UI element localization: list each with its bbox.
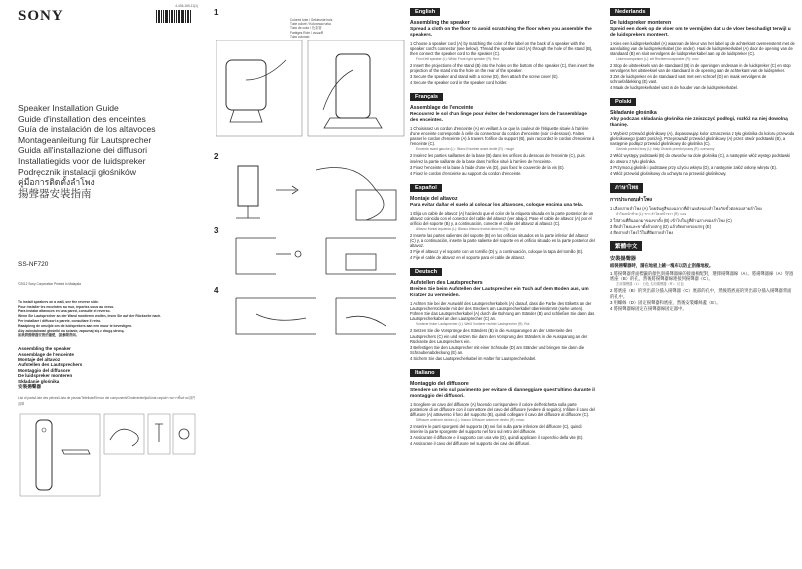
figure-number-2: 2 [214, 152, 219, 161]
lang-label-german: Deutsch [410, 268, 442, 276]
model-number: SS-NF720 [18, 260, 49, 268]
wall-install-notes: To install speakers on a wall, see the reverse side. Pour installer les enceintes au mur, reportez-vous au verso. Para instalar altavoces en una pared, consulte el reverso. Wenn Sie Lautsprecher an der Wand montieren wollen, lesen Sie auf der Rückseite nach. Per installare i diffusori a parete, consultare il retro. Raadpleeg de omzijde om de luidsprekers aan een muur te bevestigen. Aby zainstalować głośniki na ścianie, zapoznaj się z drugą stroną. 如欲將揚聲器安裝於牆壁，請參閱背面。 [18, 299, 162, 338]
section-dutch: Nederlands De luidspreker monteren Spreid een doek op de vloer om te vermijden dat u de vloer beschadigt terwijl u de luidsprekers monteert. 1 Kies een luidsprekerkabel (A) waarvan de kleur van het label op de achterkant overeenstemt met de aansluiting van de luidsprekerkabel (zie onder). Haal de luidsprekerkabel (A) door de opening van de standaard (B) en sluit vervolgens de luidsprekerkabel aan op de luidspreker (C). Linkervoorspeaker (L): wit Rechtervoorspeaker (R): rood 2 Stop de uitsteeksels van de standaard (B) in de openingen onderaan in de luidspreker (C) en stop vervolgens het uitsteeksel van de standaard in de opening aan de achterkant van de luidspreker. 3 Zet de luidspreker en de standaard vast met een schroef (D) en maak vervolgens de schroefafdekking (E) vast. 4 Maak de luidsprekerkabel vast in de houder van de luidsprekerkabel. [610, 9, 795, 91]
lang-label-italian: Italiano [410, 369, 440, 377]
parts-list-label: List of parts/Liste des pièces/Lista de piezas/Teileliste/Elenco dei componenti/Onderdelenlijst/Lista części/รายการชิ้นส่วน/部件清單 [18, 396, 196, 407]
title-italian: Guida all'installazione dei diffusori [18, 145, 148, 156]
figure-1-illustration [216, 40, 405, 140]
screw-cover-part-icon [179, 429, 189, 439]
lang-label-chinese: 繁體中文 [610, 241, 642, 251]
title-chinese: 揚聲器安裝指南 [18, 187, 92, 200]
lang-label-thai: ภาษาไทย [610, 183, 643, 193]
figure-3-illustration [216, 234, 405, 284]
title-polish: Podręcznik instalacji głośników [18, 166, 136, 177]
cover-column [18, 0, 198, 569]
cord-part-icon [110, 430, 138, 447]
guide-titles [18, 103, 198, 201]
parts-illustration [18, 410, 198, 500]
cord-color-labels: Colored tube / Gekleurde buis Tube coloré / Kolorowa rurka Tubo de color / 色彩管 Farbiges Rohr / หลอดสี Tubo colorato [290, 18, 333, 39]
figure-4-illustration [216, 294, 405, 344]
section-german: Deutsch Aufstellen des Lautsprechers Breiten Sie beim Aufstellen der Lautsprecher ein Tuch auf dem Boden aus, um Kratzer zu vermeiden. 1 Achten Sie bei der Auswahl des Lautsprecherkabels (A) darauf, dass die Farbe des Etiketts an der Lautsprecherrückseite mit der des Steckers am Lautsprecherkabel übereinstimmt (siehe unten). Führen Sie das Lautsprecherkabel (A) durch die Bohrung am Ständer (B) und schließen Sie dann das Lautsprecherkabel an den Lautsprecher (C) an. Vorderer linker Lautsprecher (L): Weiß Vorderer rechter Lautsprecher (R): Rot 2 Setzen Sie die Vorsprünge des Ständers (B) in die Aussparungen an der Unterseite des Lautsprechers (C) ein und setzen Sie dann den Vorsprung des Ständers in die Aussparung an der Rückseite des Lautsprechers ein. 3 Befestigen Sie den Lautsprecher mit einer Schraube (D) am Ständer und bringen Sie dann die Schraubenabdeckung (E) an. 4 Sichern Sie das Lautsprecherkabel im Halter für Lautsprecherkabel. [410, 269, 595, 361]
lang-label-dutch: Nederlands [610, 8, 650, 16]
section-french: Français Assemblage de l'enceinte Recouvrez le sol d'un linge pour éviter de l'endommager lors de l'assemblage des enceintes. 1 Choisissez un cordon d'enceinte (A) en veillant à ce que la couleur de l'étiquette située à l'arrière d'une enceinte corresponde à celle du connecteur du cordon d'enceinte (voir ci-dessous). Faites passer le cordon d'enceinte (A) à travers l'orifice du support (B), puis raccordez le cordon d'enceinte à l'enceinte (C). Enceinte avant gauche (L) : Blanc Enceinte avant droite (R) : rouge 2 Insérez les parties saillantes de la base (B) dans les orifices du dessous de l'enceinte (C), puis insérez la partie saillante de la base dans l'orifice situé à l'arrière de l'enceinte. 3 Fixez l'enceinte et la base à l'aide d'une vis (D), puis fixez le couvercle de la vis (E). 4 Fixez le cordon d'enceinte au support du cordon d'enceinte. [410, 94, 595, 176]
title-french: Guide d'installation des enceintes [18, 113, 146, 124]
section-chinese: 繁體中文 安裝揚聲器 組裝揚聲器時，請在地板上鋪一塊布以防止刮傷地板。 1 將揚聲器背面標籤的顏色與揚聲器線的接頭相配對，選擇揚聲器線（A）。將揚聲器線（A）穿過底座（B）的孔，然後將揚聲器線連接到揚聲器（C）。 左前揚聲器（L）：白色 右前揚聲器（R）：紅色 2 將底座（B）的突出部分插入揚聲器（C）底部的孔中，然後將底座的突出部分插入揚聲器背面的孔中。 3 用螺絲（D）固定揚聲器和底座，然後安裝螺絲蓋（E）。 4 將揚聲器線固定在揚聲器線固定器中。 [610, 235, 795, 311]
title-english: Speaker Installation Guide [18, 103, 119, 113]
figure-number-4: 4 [214, 286, 219, 295]
screw-part-icon [155, 424, 163, 442]
figure-number-1: 1 [214, 8, 219, 17]
instructions-column-2 [610, 0, 795, 569]
lang-label-spanish: Español [410, 184, 442, 192]
sony-logo: SONY [18, 8, 64, 24]
section-thai: ภาษาไทย การประกอบลำโพง 1 เลือกสายลำโพง (A) โดยจับคู่สีของฉลากที่ด้านหลังของลำโพงกับขั้วต่อของสายลำโพง ลำโพงหน้าซ้าย (L): ขาว ลำโพงหน้าขวา (R): แดง 2 ใส่ส่วนที่ยื่นออกมาของขาตั้ง (B) เข้าไปในรูที่ด้านล่างของลำโพง (C) 3 ยึดลำโพงและขาตั้งด้วยสกรู (D) แล้วติดฝาครอบสกรู (E) 4 ยึดสายลำโพงไว้ในที่ยึดสายลำโพง [610, 184, 762, 236]
figures-column [210, 0, 405, 569]
assembling-headings: Assembling the speaker Assemblage de l'enceinte Montaje del altavoz Aufstellen des Lautsprechers Montaggio del diffusore De luidspreker monteren Składanie głośnika 安裝揚聲器 [18, 346, 83, 389]
speaker-part-icon [36, 420, 52, 490]
section-italian: Italiano Montaggio del diffusore Stendere un telo sul pavimento per evitare di danneggiare quest'ultimo durante il montaggio dei diffusori. 1 Scegliere un cavo del diffusore (A) facendo corrispondere il colore dell'etichetta sulla parte posteriore di un diffusore con il connettore del cavo del diffusore (vedere di seguito). Infilare il cavo del diffusore (A) attraverso il foro del supporto (B), quindi collegare il cavo del diffusore al diffusore (C). Diffusore anteriore sinistro (L): bianco Diffusore anteriore destro (R): rosso 2 Inserire le parti sporgenti del supporto (B) nei fori sulla parte inferiore del diffusore (C), quindi inserire la parte sporgente del supporto nel foro sul retro del diffusore. 3 Assicurare il diffusore e il supporto con una vite (D), quindi applicare il coperchio della vite (E). 4 Assicurare il cavo del diffusore nel supporto dei cavi dei diffusori. [410, 370, 595, 447]
section-polish: Polski Składanie głośnika Aby podczas składania głośnika nie zniszczyć podłogi, rozłóż na niej dowolną tkaninę. 1 Wybierz przewód głośnikowy (A), dopasowując kolor oznaczenia z tyłu głośnika do koloru przewodu głośnikowego (patrz poniżej). Przeprowadź przewód głośnikowy (A) przez otwór podstawki (B), a następnie podłącz przewód głośnikowy do głośnika (C). Głośnik przedni lewy (L): biały Głośnik przedni prawy (R): czerwony 2 Włóż występy podstawki (B) do otworów na dole głośnika (C), a następnie włóż występ podstawki do otworu z tyłu głośnika. 3 Przymocuj głośnik i podstawę przy użyciu wkrętu (D), a następnie załóż osłonę wkrętu (E). 4 Włóż przewód głośnikowy do uchwytu na przewód głośnikowy. [610, 99, 795, 176]
lang-label-french: Français [410, 93, 443, 101]
title-dutch: Installatiegids voor de luidspreker [18, 155, 146, 166]
section-english: English Assembling the speaker Spread a cloth on the floor to avoid scratching the floor when you assemble the speakers. 1 Choose a speaker cord (A) by matching the color of the label on the back of a speaker with the speaker cord's connector (see below). Thread the speaker cord (A) through the hole of the stand (B), then connect the speaker cord to the speaker (C). Front left speaker (L): White Front right speaker (R): Red 2 Insert the projections of the stand (B) into the holes on the bottom of the speaker (C), then insert the projection of the stand into the hole on the rear of the speaker. 3 Secure the speaker and stand with a screw (D), then attach the screw cover (E). 4 Secure the speaker cord in the speaker cord holder. [410, 9, 595, 86]
title-thai: คู่มือการติดตั้งลำโพง [18, 177, 95, 188]
title-spanish: Guía de instalación de los altavoces [18, 124, 156, 135]
lang-label-english: English [410, 8, 440, 16]
part-number: 4-436-169-11(1) [175, 4, 198, 8]
section-spanish: Español Montaje del altavoz Para evitar dañar el suelo al colocar los altavoces, coloque encima una tela. 1 Elija un cable de altavoz (A) haciendo que el color de la etiqueta situada en la parte posterior de un altavoz coincida con el conector del cable del altavoz (ver abajo). Pase el cable de altavoz (A) por el orificio del soporte (B) y, a continuación, conecte el cable del altavoz al altavoz (C). Altavoz frontal izquierdo (L): Blanco Altavoz frontal derecho (R): rojo 2 Inserte las partes salientes del soporte (B) en los orificios situados en la parte inferior del altavoz (C) y, a continuación, inserte la parte saliente del soporte en el orificio situado en la parte posterior del altavoz. 3 Fije el altavoz y el soporte con un tornillo (D) y, a continuación, coloque la tapa del tornillo (E). 4 Fije el cable de altavoz en el soporte para el cable de altavoz. [410, 184, 595, 261]
barcode [156, 10, 196, 23]
copyright: ©2012 Sony Corporation Printed in Malaysia [18, 281, 81, 286]
figure-2-illustration [216, 160, 405, 230]
lang-label-polish: Polski [610, 98, 636, 106]
title-german: Montageanleitung für Lautsprecher [18, 134, 152, 145]
stand-part-icon [62, 450, 90, 454]
instructions-column-1 [410, 0, 595, 569]
figure-number-3: 3 [214, 226, 219, 235]
